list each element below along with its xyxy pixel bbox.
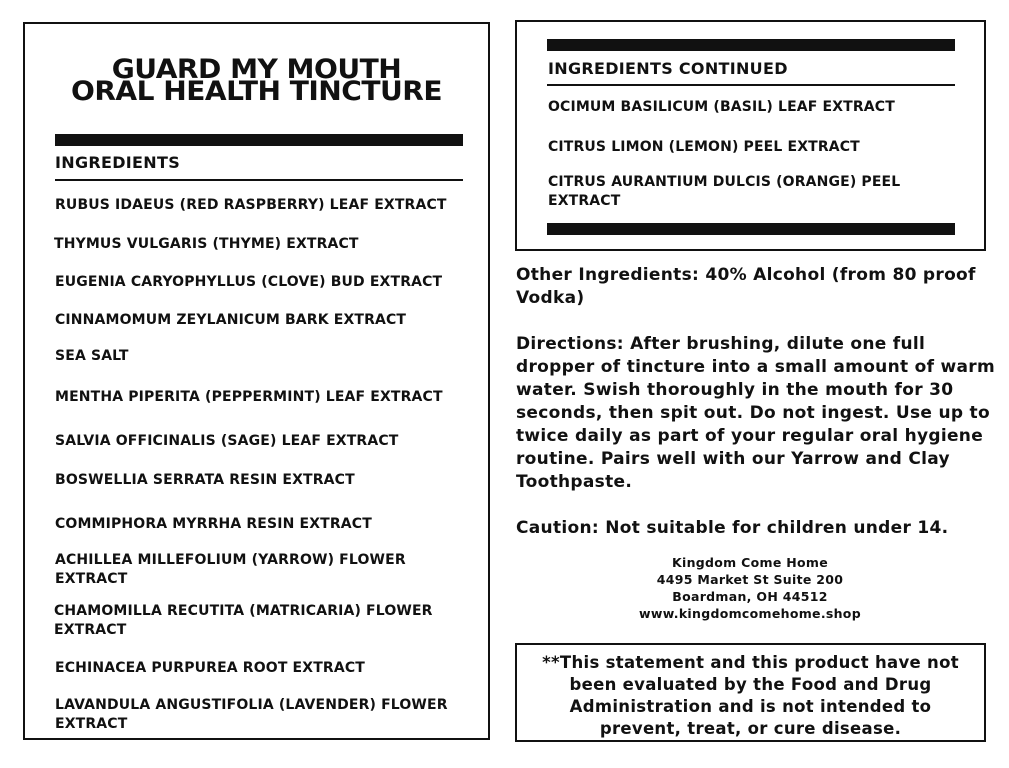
other-ingredients: Other Ingredients: 40% Alcohol (from 80 proof Vodka) [516, 265, 976, 308]
directions: Directions: After brushing, dilute one full dropper of tincture into a small amount of warm water. Swish thoroughly in the mouth for 30 seconds, then spit out. Do not ingest. Use up to twice daily as part of your regular oral hygiene routine. Pairs well with our Yarrow and Clay Toothpaste. [516, 334, 995, 492]
ingredient-item: SALVIA OFFICINALIS (SAGE) LEAF EXTRACT [55, 433, 399, 449]
ingredient-item: OCIMUM BASILICUM (BASIL) LEAF EXTRACT [548, 99, 895, 115]
street-address: 4495 Market St Suite 200 [656, 572, 844, 587]
ingredient-item: CITRUS AURANTIUM DULCIS (ORANGE) PEEL EXTRACT [548, 174, 901, 209]
ingredient-item: BOSWELLIA SERRATA RESIN EXTRACT [55, 472, 355, 488]
ingredient-item: COMMIPHORA MYRRHA RESIN EXTRACT [55, 516, 372, 532]
city-state-zip: Boardman, OH 44512 [672, 589, 828, 604]
heading-divider [55, 179, 463, 181]
product-title-line1: GUARD MY MOUTH [111, 54, 402, 85]
heading-bar [547, 39, 955, 51]
heading-bar [55, 134, 463, 146]
ingredient-item: LAVANDULA ANGUSTIFOLIA (LAVENDER) FLOWER EXTRACT [55, 697, 448, 732]
ingredient-item: CHAMOMILLA RECUTITA (MATRICARIA) FLOWER EXTRACT [54, 603, 433, 638]
company-address [600, 554, 900, 622]
ingredient-item: THYMUS VULGARIS (THYME) EXTRACT [54, 236, 359, 252]
ingredient-item: MENTHA PIPERITA (PEPPERMINT) LEAF EXTRACT [55, 389, 443, 405]
ingredient-item: CINNAMOMUM ZEYLANICUM BARK EXTRACT [55, 312, 407, 328]
ingredients-continued-panel [515, 20, 986, 251]
company-name: Kingdom Come Home [672, 555, 828, 570]
ingredient-item: CITRUS LIMON (LEMON) PEEL EXTRACT [548, 139, 860, 155]
ingredient-item: EUGENIA CARYOPHYLLUS (CLOVE) BUD EXTRACT [55, 274, 443, 290]
ingredient-item: ACHILLEA MILLEFOLIUM (YARROW) FLOWER EXTRACT [55, 552, 406, 587]
ingredients-heading: INGREDIENTS [55, 153, 181, 172]
ingredient-item: RUBUS IDAEUS (RED RASPBERRY) LEAF EXTRACT [55, 197, 447, 213]
ingredients-panel [23, 22, 490, 740]
fda-disclaimer: **This statement and this product have not been evaluated by the Food and Drug Administration and is not intended to prevent, treat, or cure disease. [515, 643, 986, 742]
website-link: www.kingdomcomehome.shop [639, 606, 861, 621]
footer-bar [547, 223, 955, 235]
ingredient-item: ECHINACEA PURPUREA ROOT EXTRACT [55, 660, 365, 676]
heading-divider [547, 84, 955, 86]
ingredients-continued-heading: INGREDIENTS CONTINUED [548, 59, 788, 78]
product-title [16, 54, 498, 107]
product-title-line2: ORAL HEALTH TINCTURE [70, 76, 443, 107]
caution: Caution: Not suitable for children under 14. [516, 518, 949, 538]
ingredient-item: SEA SALT [55, 348, 129, 364]
